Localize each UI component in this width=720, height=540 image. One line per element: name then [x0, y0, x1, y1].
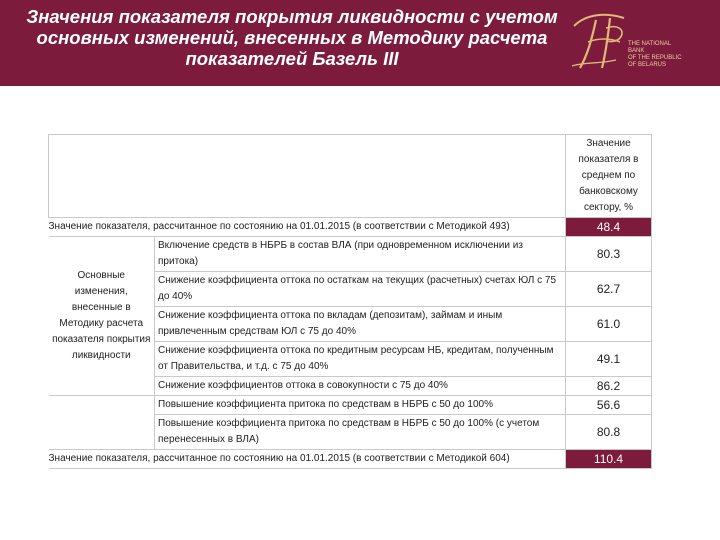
row-label: Значение показателя, рассчитанное по состоянию на 01.01.2015 (в соответствии с Методикой 493) — [49, 218, 566, 237]
row-value: 80.8 — [566, 415, 652, 450]
row-value: 56.6 — [566, 396, 652, 415]
page-title — [12, 6, 572, 69]
row-value: 49.1 — [566, 342, 652, 377]
row-spacer — [49, 396, 155, 415]
column-header: Значение показателя в среднем по банковскому сектору, % — [566, 135, 652, 218]
row-value: 48.4 — [566, 218, 652, 237]
row-label: Включение средств в НБРБ в состав ВЛА (при одновременном исключении из притока) — [155, 237, 566, 272]
table-row — [49, 450, 652, 469]
title-line: Значения показателя покрытия ликвидности с учетом — [26, 6, 558, 27]
table-row — [49, 237, 652, 272]
row-value: 62.7 — [566, 272, 652, 307]
row-label: Снижение коэффициента оттока по кредитным ресурсам НБ, кредитам, полученным от Правительства, и т.д. с 75 до 40% — [155, 342, 566, 377]
header-spacer — [49, 135, 566, 218]
row-label: Снижение коэффициента оттока по остаткам на текущих (расчетных) счетах ЮЛ с 75 до 40% — [155, 272, 566, 307]
row-value: 61.0 — [566, 307, 652, 342]
row-value: 110.4 — [566, 450, 652, 469]
table-header-row — [49, 135, 652, 218]
row-label: Снижение коэффициентов оттока в совокупности с 75 до 40% — [155, 377, 566, 396]
table-row — [49, 218, 652, 237]
table-row — [49, 396, 652, 415]
liquidity-table — [48, 134, 652, 469]
table-row — [49, 415, 652, 450]
row-spacer — [49, 415, 155, 450]
header-banner — [0, 0, 720, 86]
title-line: показателей Базель III — [185, 48, 399, 69]
row-label: Снижение коэффициента оттока по вкладам (депозитам), займам и иным привлеченным средствам ЮЛ с 75 до 40% — [155, 307, 566, 342]
logo-caption: THE NATIONAL BANK OF THE REPUBLIC OF BELARUS — [628, 41, 682, 68]
row-label: Повышение коэффициента притока по средствам в НБРБ с 50 до 100% — [155, 396, 566, 415]
row-value: 86.2 — [566, 377, 652, 396]
row-value: 80.3 — [566, 237, 652, 272]
group-label: Основные изменения, внесенные в Методику расчета показателя покрытия ликвидности — [49, 237, 155, 396]
row-label: Повышение коэффициента притока по средствам в НБРБ с 50 до 100% (с учетом перенесенных в ВЛА) — [155, 415, 566, 450]
title-line: основных изменений, внесенных в Методику расчета — [36, 27, 548, 48]
row-label: Значение показателя, рассчитанное по состоянию на 01.01.2015 (в соответствии с Методикой 604) — [49, 450, 566, 469]
